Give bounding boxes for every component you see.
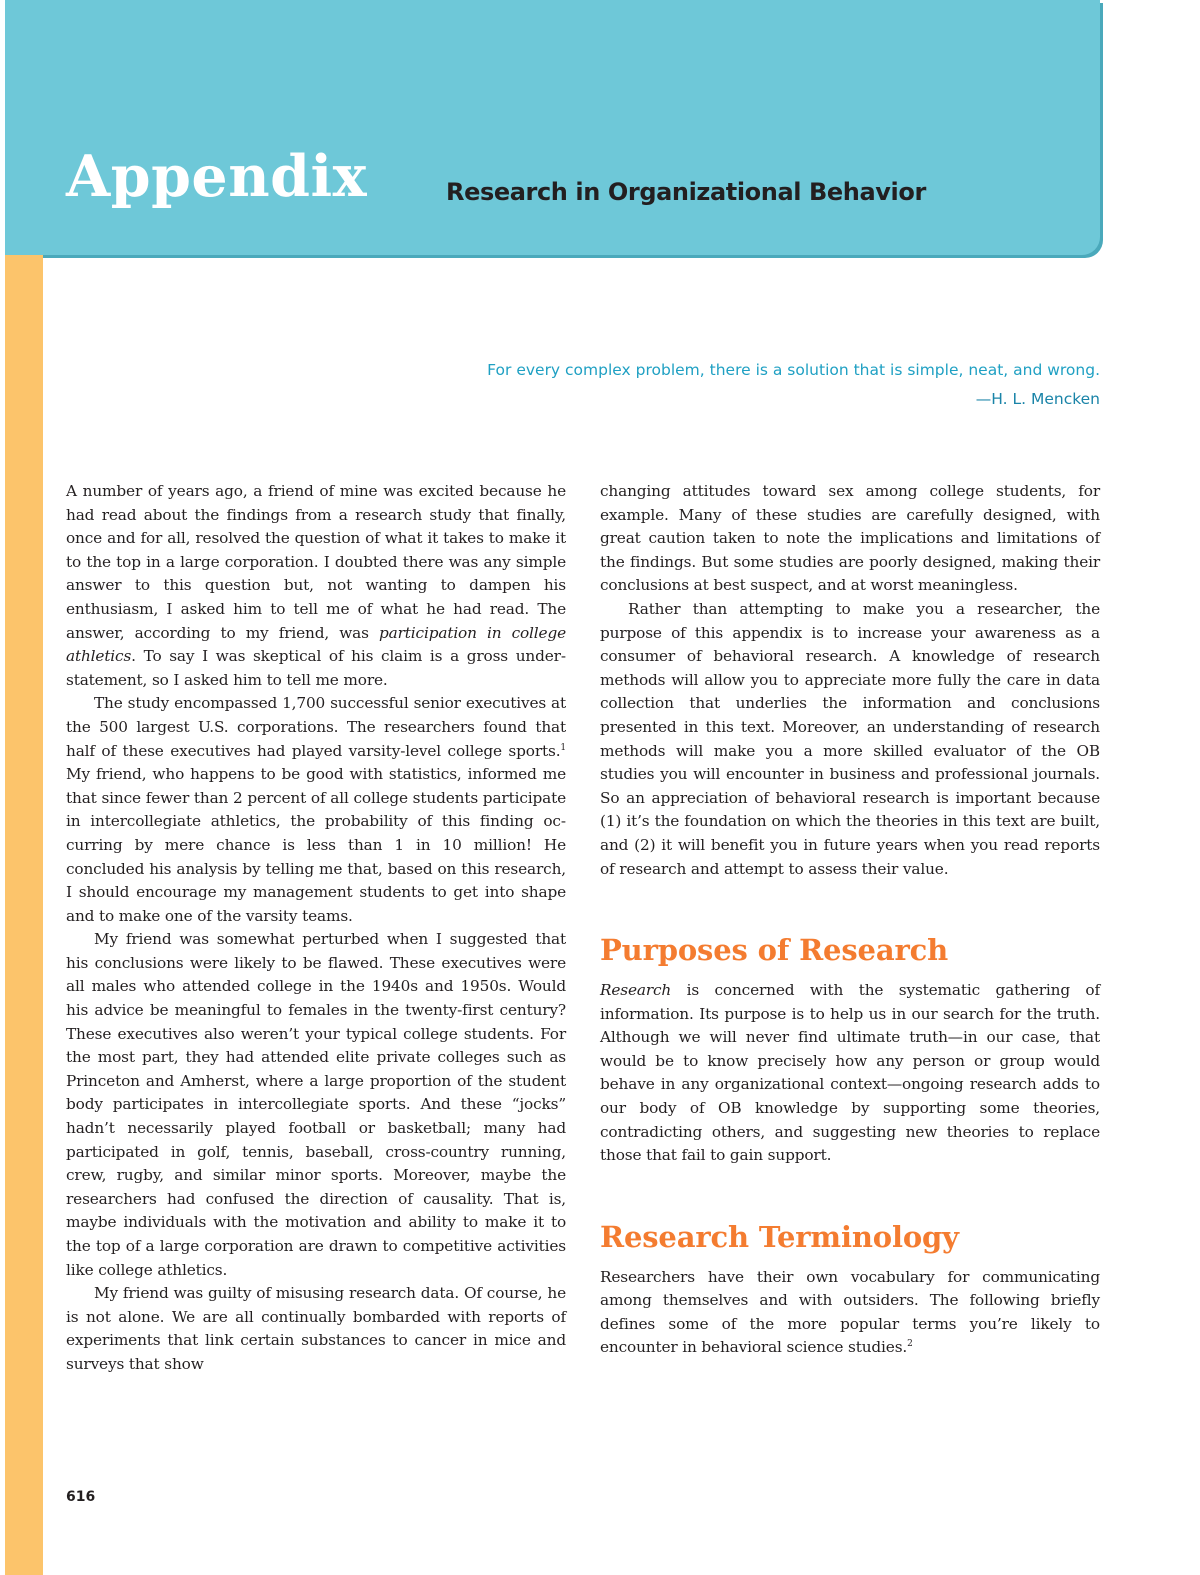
paragraph: A number of years ago, a friend of mine was excited because he had read about the findings from a research study that finally, once and for all, resolved the question of what it takes to make it to the top in a large corporation. I doubted there was any simple answer to this question but, not wanting to dampen his enthusiasm, I asked him to tell me of what he had read. The answer, according to my friend, was participation in college athletics. To say I was skeptical of his claim is a gross understatement, so I asked him to tell me more. <box>66 482 566 689</box>
side-accent-strip <box>5 255 43 1575</box>
epigraph-quote: For every complex problem, there is a solution that is simple, neat, and wrong. <box>487 361 1100 379</box>
footnote-ref[interactable]: 2 <box>907 1339 913 1350</box>
emphasis: participation in college athletics <box>66 623 566 666</box>
left-column <box>66 480 566 1377</box>
epigraph <box>400 356 1100 414</box>
paragraph: Rather than attempting to make you a researcher, the purpose of this appendix is to increase your awareness as a consumer of behavioral research. A knowledge of research methods will allow you to appreciate more fully the care in data collection that underlies the information and conclusions presented in this text. Moreover, an understanding of research methods will make you a more skilled evaluator of the OB studies you will encounter in business and professional journals. So an appreciation of behavioral research is important because (1) it’s the foundation on which the theories in this text are built, and (2) it will benefit you in future years when you read reports of research and attempt to assess their value. <box>600 599 1100 878</box>
paragraph: My friend was guilty of misusing research data. Of course, he is not alone. We are all continually bombarded with reports of experiments that link certain substances to cancer in mice and surveys that show <box>66 1284 566 1373</box>
appendix-label: Appendix <box>66 143 368 210</box>
section-heading-terminology: Research Terminology <box>600 1219 959 1254</box>
section-heading-purposes: Purposes of Research <box>600 933 949 968</box>
header-band <box>5 0 1100 255</box>
paragraph: Research is concerned with the systematic gathering of information. Its purpose is to help us in our search for the truth. Although we will never find ultimate truth—in our case, that would be to know precisely how any person or group would behave in any organizational context—ongoing research adds to our body of OB knowledge by supporting some theories, contradicting others, and suggesting new theories to replace those that fail to gain support. <box>600 980 1100 1165</box>
term-emphasis: Research <box>600 980 672 999</box>
epigraph-attribution: —H. L. Mencken <box>975 390 1100 408</box>
paragraph: Researchers have their own vocabulary for communicating among themselves and with outsiders. The following briefly defines some of the more popular terms you’re likely to encounter in behavioral science studies.$^2$ <box>600 1267 1100 1357</box>
chapter-title: Research in Organizational Behavior <box>446 178 926 206</box>
footnote-ref[interactable]: 1 <box>560 742 566 753</box>
paragraph: My friend was somewhat perturbed when I suggested that his conclusions were likely to be flawed. These executives were all males who attended college in the 1940s and 1950s. Would his advice be meaningful to females in the twenty-first century? These executives also weren’t your typical college students. For the most part, they had attended elite private colleges such as Princeton and Amherst, where a large proportion of the student body participates in intercollegiate sports. And these “jocks” hadn’t necessarily played football or basketball; many had participated in golf, tennis, baseball, cross-country running, crew, rugby, and similar minor sports. Moreover, maybe the researchers had confused the direction of causality. That is, maybe individuals with the motivation and ability to make it to the top of a large corporation are drawn to competitive activities like college athletics. <box>66 930 566 1279</box>
paragraph: changing attitudes toward sex among college students, for example. Many of these studies are carefully designed, with great caution taken to note the implications and limitations of the findings. But some studies are poorly designed, making their conclusions at best suspect, and at worst meaningless. <box>600 482 1100 595</box>
page-number: 616 <box>66 1489 96 1505</box>
paragraph: The study encompassed 1,700 successful senior executives at the 500 largest U.S. corporations. The researchers found that half of these executives had played varsity-level college sports.$^1$ My friend, who happens to be good with statistics, informed me that since fewer than 2 percent of all college students participate in intercollegiate athletics, the probability of this finding occurring by mere chance is less than 1 in 10 million! He concluded his analysis by telling me that, based on this research, I should encourage my management students to get into shape and to make one of the varsity teams. <box>66 694 566 925</box>
right-column <box>600 480 1100 1360</box>
